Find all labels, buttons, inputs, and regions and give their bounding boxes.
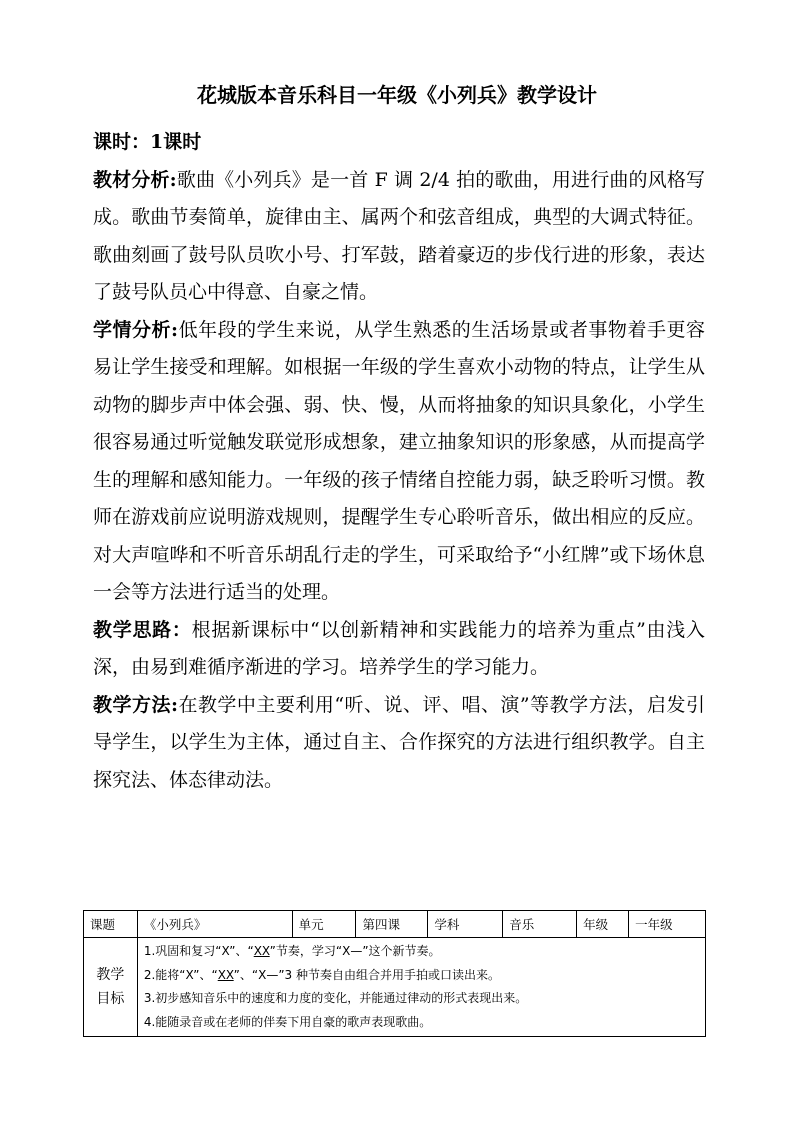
section-student-analysis (93, 312, 705, 612)
section-label: 教学方法: (93, 693, 178, 716)
lesson-info-table (83, 910, 706, 1037)
table-goals-row (84, 938, 706, 1037)
document-body (93, 124, 705, 799)
section-text: 在教学中主要利用“听、说、评、唱、演”等教学方法，启发引导学生，以学生为主体，通过自主、合作探究的方法进行组织教学。自主探究法、体态律动法。 (93, 693, 706, 791)
section-text: 歌曲《小列兵》是一首 F 调 2/4 拍的歌曲，用进行曲的风格写成。歌曲节奏简单，旋律由主、属两个和弦音组成，典型的大调式特征。歌曲刻画了鼓号队员吹小号、打军鼓，踏着豪迈的步伐行进的形象，表达了鼓号队员心中得意、自豪之情。 (93, 168, 706, 303)
goal-item: 4.能随录音或在老师的伴奏下用自豪的歌声表现歌曲。 (143, 1014, 432, 1029)
table-cell: 第四课 (356, 911, 428, 938)
section-text: 低年段的学生来说，从学生熟悉的生活场景或者事物着手更容易让学生接受和理解。如根据一年级的学生喜欢小动物的特点，让学生从动物的脚步声中体会强、弱、快、慢，从而将抽象的知识具象化，小学生很容易通过听觉触发联觉形成想象，建立抽象知识的形象感，从而提高学生的理解和感知能力。一年级的孩子情绪自控能力弱，缺乏聆听习惯。教师在游戏前应说明游戏规则，提醒学生专心聆听音乐，做出相应的反应。对大声喧哗和不听音乐胡乱行走的学生，可采取给予“小红牌”或下场休息一会等方法进行适当的处理。 (93, 318, 705, 603)
goal-item: 2.能将“X”、“XX”、“X—”3 种节奏自由组合并用手拍或口读出来。 (143, 967, 500, 982)
table-cell: 一年级 (629, 911, 706, 938)
section-label: 学情分析: (93, 318, 179, 341)
section-teaching-idea (93, 612, 705, 687)
table-cell: 《小列兵》 (137, 911, 292, 938)
section-text: 根据新课标中“以创新精神和实践能力的培养为重点”由浅入深，由易到难循序渐进的学习。培养学生的学习能力。 (93, 618, 705, 678)
section-teaching-method (93, 687, 705, 800)
goal-item: 3.初步感知音乐中的速度和力度的变化，并能通过律动的形式表现出来。 (143, 991, 528, 1005)
table-cell: 音乐 (503, 911, 577, 938)
lesson-hours: 课时：1课时 (93, 131, 202, 153)
goal-item: 1.巩固和复习“X”、“XX”节奏，学习“X—”这个新节奏。 (143, 944, 441, 958)
table-cell: 年级 (577, 911, 629, 938)
table-cell: 课题 (84, 911, 138, 938)
table-cell: 单元 (292, 911, 356, 938)
section-material-analysis (93, 162, 705, 312)
goals-label: 教学 目标 (84, 938, 138, 1037)
table-cell: 学科 (428, 911, 503, 938)
document-title: 花城版本音乐科目一年级《小列兵》教学设计 (197, 83, 597, 107)
section-label: 教材分析: (93, 168, 177, 191)
goals-cell (137, 938, 705, 1037)
section-label: 教学思路： (93, 618, 192, 641)
table-header-row (84, 911, 706, 938)
